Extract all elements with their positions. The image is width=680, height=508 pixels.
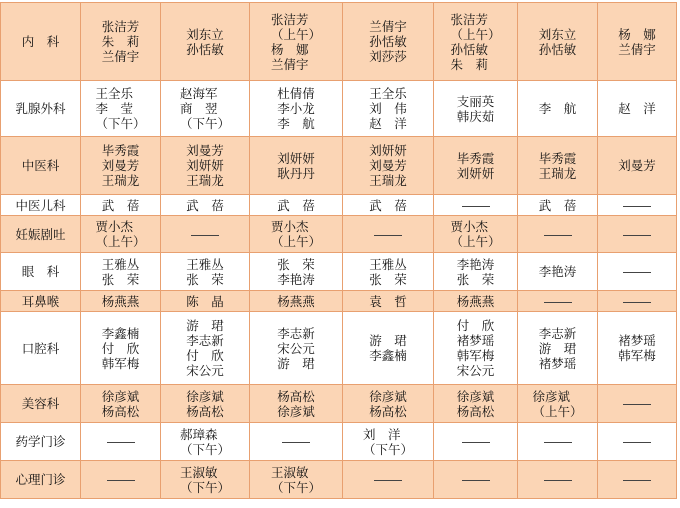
- doctor-name: 李志新: [277, 325, 315, 341]
- schedule-cell: [250, 81, 343, 137]
- schedule-cell: [161, 385, 250, 423]
- doctor-name: 孙恬敏: [538, 41, 577, 57]
- empty-cell-dash: [518, 461, 598, 499]
- dash-mark: [623, 480, 651, 481]
- doctor-list: [532, 389, 582, 419]
- dash-mark: [623, 272, 651, 273]
- doctor-name: 毕秀霞: [538, 150, 577, 166]
- doctor-name: 刘妍妍: [456, 165, 495, 181]
- schedule-cell: [518, 253, 598, 291]
- doctor-name: 杨高松: [101, 403, 140, 419]
- schedule-cell: [161, 253, 250, 291]
- doctor-name: 徐彦斌: [277, 403, 315, 419]
- schedule-cell: [518, 137, 598, 195]
- doctor-name: 王雅丛: [101, 256, 140, 272]
- doctor-name: 王瑞龙: [186, 173, 224, 188]
- schedule-cell: [161, 291, 250, 312]
- schedule-body: [1, 3, 677, 499]
- dash-mark: [462, 442, 490, 443]
- doctor-name: 王淑敏: [270, 464, 309, 480]
- session-note: （上午）: [270, 234, 321, 249]
- doctor-name: 赵 洋: [618, 101, 656, 116]
- department-name: 乳腺外科: [1, 81, 81, 137]
- schedule-cell: [81, 3, 161, 81]
- doctor-name: 李艳涛: [456, 256, 495, 272]
- schedule-cell: [598, 137, 677, 195]
- doctor-name: 兰倩宇: [101, 49, 140, 64]
- doctor-name: 韩军梅: [101, 355, 140, 371]
- doctor-name: 张 荣: [277, 256, 315, 272]
- doctor-list: [277, 86, 315, 131]
- doctor-list: [369, 86, 407, 131]
- doctor-name: 杨高松: [277, 388, 315, 404]
- schedule-cell: [250, 216, 343, 253]
- dash-mark: [544, 302, 572, 303]
- doctor-name: 武 蓓: [101, 197, 140, 213]
- doctor-list: [457, 94, 495, 124]
- doctor-name: 王雅丛: [186, 256, 224, 272]
- session-note: （下午）: [270, 479, 321, 495]
- schedule-cell: [250, 385, 343, 423]
- doctor-name: 刘曼芳: [618, 158, 656, 173]
- schedule-cell: [434, 253, 518, 291]
- doctor-list: [102, 389, 140, 419]
- schedule-cell: [343, 312, 434, 385]
- table-row: [1, 461, 677, 499]
- schedule-cell: [161, 137, 250, 195]
- doctor-name: 刘曼芳: [186, 143, 224, 158]
- empty-cell-dash: [598, 195, 677, 216]
- dash-mark: [107, 442, 135, 443]
- doctor-name: 游 珺: [369, 333, 407, 348]
- doctor-list: [186, 198, 224, 213]
- doctor-name: 李 航: [277, 116, 315, 131]
- schedule-cell: [161, 195, 250, 216]
- session-note: （下午）: [95, 116, 146, 131]
- doctor-name: 杨燕燕: [101, 293, 140, 309]
- doctor-list: [180, 465, 230, 495]
- doctor-name: 李鑫楠: [369, 348, 407, 363]
- doctor-list: [369, 333, 407, 363]
- dash-mark: [544, 480, 572, 481]
- schedule-cell: [598, 312, 677, 385]
- schedule-cell: [81, 253, 161, 291]
- doctor-name: 张 荣: [369, 271, 407, 287]
- doctor-name: 杜倩倩: [277, 86, 315, 101]
- schedule-cell: [598, 3, 677, 81]
- schedule-cell: [250, 195, 343, 216]
- schedule-cell: [250, 291, 343, 312]
- doctor-name: 兰倩宇: [618, 41, 656, 57]
- department-name: 心理门诊: [1, 461, 81, 499]
- department-name: 中医科: [1, 137, 81, 195]
- doctor-name: 武 蓓: [277, 197, 315, 213]
- session-note: （上午）: [270, 26, 321, 42]
- schedule-cell: [434, 3, 518, 81]
- doctor-list: [450, 219, 500, 249]
- doctor-name: 陈 晶: [186, 293, 224, 309]
- session-note: （下午）: [362, 441, 413, 457]
- table-row: [1, 253, 677, 291]
- session-note: （上午）: [450, 234, 501, 249]
- doctor-list: [539, 27, 577, 57]
- dash-mark: [374, 480, 402, 481]
- doctor-name: 王全乐: [95, 86, 133, 101]
- doctor-name: 张 荣: [101, 271, 140, 287]
- doctor-list: [539, 101, 577, 116]
- doctor-name: 杨高松: [186, 403, 224, 419]
- table-row: [1, 216, 677, 253]
- empty-cell-dash: [161, 216, 250, 253]
- doctor-name: 贾小杰: [450, 219, 488, 234]
- empty-cell-dash: [598, 253, 677, 291]
- schedule-cell: [343, 3, 434, 81]
- session-note: （下午）: [179, 441, 230, 457]
- schedule-cell: [343, 137, 434, 195]
- doctor-list: [539, 198, 577, 213]
- schedule-cell: [434, 216, 518, 253]
- doctor-list: [369, 143, 407, 188]
- doctor-name: 朱 莉: [450, 56, 488, 72]
- schedule-cell: [343, 253, 434, 291]
- doctor-name: 王雅丛: [369, 256, 407, 272]
- doctor-list: [180, 427, 230, 457]
- doctor-name: 刘妍妍: [369, 143, 407, 158]
- clinic-schedule-table: [0, 2, 677, 499]
- doctor-list: [618, 27, 656, 57]
- doctor-name: 武 蓓: [186, 197, 224, 213]
- doctor-name: 王全乐: [369, 86, 407, 101]
- schedule-cell: [161, 461, 250, 499]
- doctor-name: 赵海军: [179, 86, 218, 101]
- session-note: （上午）: [532, 403, 583, 419]
- table-row: [1, 3, 677, 81]
- doctor-list: [186, 143, 224, 188]
- doctor-list: [271, 219, 321, 249]
- empty-cell-dash: [434, 461, 518, 499]
- doctor-name: 徐彦斌: [369, 388, 407, 404]
- doctor-name: 张洁芳: [450, 11, 488, 27]
- schedule-cell: [161, 423, 250, 461]
- doctor-list: [618, 333, 656, 363]
- doctor-list: [102, 19, 140, 64]
- doctor-name: 毕秀霞: [101, 143, 140, 158]
- doctor-list: [95, 219, 145, 249]
- doctor-list: [102, 294, 140, 309]
- doctor-list: [186, 294, 224, 309]
- doctor-name: 杨 娜: [270, 41, 309, 57]
- doctor-name: 游 珺: [277, 355, 315, 371]
- doctor-list: [277, 198, 315, 213]
- doctor-name: 兰倩宇: [270, 56, 309, 72]
- doctor-name: 徐彦斌: [456, 388, 495, 404]
- doctor-name: 朱 莉: [101, 34, 140, 49]
- doctor-list: [277, 326, 315, 371]
- doctor-name: 褚梦瑶: [538, 355, 577, 371]
- schedule-cell: [81, 216, 161, 253]
- schedule-cell: [343, 291, 434, 312]
- doctor-list: [186, 389, 224, 419]
- department-name: 美容科: [1, 385, 81, 423]
- session-note: （上午）: [95, 234, 146, 249]
- empty-cell-dash: [434, 195, 518, 216]
- doctor-list: [277, 151, 315, 181]
- doctor-name: 韩军梅: [456, 348, 495, 363]
- schedule-cell: [434, 137, 518, 195]
- doctor-list: [102, 198, 140, 213]
- dash-mark: [623, 206, 651, 207]
- schedule-cell: [250, 137, 343, 195]
- doctor-name: 徐彦斌: [532, 388, 570, 404]
- schedule-cell: [81, 195, 161, 216]
- doctor-name: 刘莎莎: [369, 49, 407, 64]
- empty-cell-dash: [598, 216, 677, 253]
- table-row: [1, 195, 677, 216]
- doctor-name: 武 蓓: [369, 197, 407, 213]
- doctor-name: 孙恬敏: [369, 34, 407, 49]
- doctor-name: 杨燕燕: [456, 293, 495, 309]
- doctor-name: 贾小杰: [95, 219, 133, 234]
- doctor-list: [369, 198, 407, 213]
- department-name: 口腔科: [1, 312, 81, 385]
- doctor-name: 宋公元: [277, 340, 315, 356]
- doctor-name: 张洁芳: [270, 11, 309, 27]
- dash-mark: [282, 442, 310, 443]
- schedule-cell: [434, 385, 518, 423]
- dash-mark: [374, 235, 402, 236]
- table-row: [1, 423, 677, 461]
- doctor-list: [369, 389, 407, 419]
- doctor-name: 游 珺: [186, 318, 224, 333]
- schedule-cell: [598, 81, 677, 137]
- schedule-cell: [250, 253, 343, 291]
- empty-cell-dash: [81, 423, 161, 461]
- doctor-name: 商 翌: [179, 101, 218, 116]
- schedule-cell: [81, 312, 161, 385]
- empty-cell-dash: [518, 423, 598, 461]
- doctor-list: [180, 86, 230, 131]
- doctor-name: 郝璋森: [179, 426, 218, 442]
- doctor-name: 宋公元: [456, 363, 495, 378]
- doctor-list: [277, 294, 315, 309]
- doctor-list: [363, 427, 413, 457]
- doctor-name: 杨 娜: [618, 26, 656, 42]
- doctor-name: 刘东立: [538, 26, 577, 42]
- doctor-name: 王淑敏: [179, 464, 218, 480]
- doctor-name: 游 珺: [538, 340, 577, 356]
- doctor-list: [271, 465, 321, 495]
- empty-cell-dash: [518, 291, 598, 312]
- schedule-cell: [81, 81, 161, 137]
- doctor-name: 李小龙: [277, 101, 315, 116]
- doctor-list: [277, 257, 315, 287]
- doctor-list: [369, 257, 407, 287]
- doctor-name: 刘曼芳: [369, 158, 407, 173]
- empty-cell-dash: [434, 423, 518, 461]
- doctor-name: 刘 伟: [369, 101, 407, 116]
- doctor-list: [457, 294, 495, 309]
- doctor-name: 王瑞龙: [538, 165, 577, 181]
- doctor-name: 杨高松: [456, 403, 495, 419]
- doctor-name: 李鑫楠: [101, 325, 140, 341]
- doctor-name: 付 欣: [101, 340, 140, 356]
- doctor-list: [539, 326, 577, 371]
- doctor-list: [539, 151, 577, 181]
- dash-mark: [462, 206, 490, 207]
- doctor-list: [457, 257, 495, 287]
- schedule-cell: [250, 312, 343, 385]
- doctor-name: 王瑞龙: [101, 173, 140, 188]
- schedule-cell: [250, 461, 343, 499]
- doctor-list: [369, 19, 407, 64]
- doctor-name: 刘妍妍: [277, 150, 315, 166]
- schedule-cell: [434, 291, 518, 312]
- dash-mark: [623, 302, 651, 303]
- doctor-name: 褚梦瑶: [456, 333, 495, 348]
- doctor-name: 李艳涛: [538, 264, 577, 279]
- doctor-name: 李志新: [538, 325, 577, 341]
- doctor-name: 贾小杰: [270, 219, 309, 234]
- schedule-cell: [343, 423, 434, 461]
- doctor-name: 张 荣: [186, 271, 224, 287]
- empty-cell-dash: [598, 423, 677, 461]
- doctor-name: 孙恬敏: [186, 41, 224, 57]
- doctor-list: [457, 318, 495, 378]
- doctor-name: 刘妍妍: [186, 158, 224, 173]
- doctor-name: 徐彦斌: [101, 388, 140, 404]
- schedule-cell: [518, 312, 598, 385]
- doctor-name: 付 欣: [186, 348, 224, 363]
- schedule-cell: [343, 195, 434, 216]
- doctor-name: 王瑞龙: [369, 173, 407, 188]
- doctor-name: 徐彦斌: [186, 388, 224, 404]
- empty-cell-dash: [518, 216, 598, 253]
- doctor-list: [102, 143, 140, 188]
- dash-mark: [544, 235, 572, 236]
- doctor-name: 李艳涛: [277, 271, 315, 287]
- doctor-name: 刘东立: [186, 26, 224, 42]
- dash-mark: [107, 480, 135, 481]
- doctor-name: 杨燕燕: [277, 293, 315, 309]
- doctor-name: 孙恬敏: [450, 41, 488, 57]
- schedule-cell: [434, 312, 518, 385]
- dash-mark: [623, 404, 651, 405]
- dash-mark: [191, 235, 219, 236]
- empty-cell-dash: [343, 216, 434, 253]
- doctor-name: 耿丹丹: [277, 165, 315, 181]
- doctor-list: [457, 151, 495, 181]
- doctor-list: [369, 294, 407, 309]
- schedule-cell: [161, 3, 250, 81]
- schedule-cell: [518, 81, 598, 137]
- doctor-name: 李 航: [538, 101, 577, 116]
- doctor-name: 袁 哲: [369, 293, 407, 309]
- schedule-cell: [434, 81, 518, 137]
- doctor-name: 刘 洋: [362, 426, 401, 442]
- doctor-list: [450, 12, 500, 72]
- dash-mark: [462, 480, 490, 481]
- table-row: [1, 81, 677, 137]
- doctor-name: 李 莹: [95, 101, 133, 116]
- doctor-list: [618, 158, 656, 173]
- schedule-cell: [250, 3, 343, 81]
- empty-cell-dash: [250, 423, 343, 461]
- department-name: 耳鼻喉: [1, 291, 81, 312]
- schedule-cell: [81, 385, 161, 423]
- doctor-list: [186, 257, 224, 287]
- doctor-list: [277, 389, 315, 419]
- doctor-list: [618, 101, 656, 116]
- doctor-name: 张洁芳: [101, 19, 140, 34]
- doctor-name: 宋公元: [186, 363, 224, 378]
- department-name: 药学门诊: [1, 423, 81, 461]
- dash-mark: [623, 442, 651, 443]
- doctor-list: [95, 86, 145, 131]
- session-note: （上午）: [450, 26, 501, 42]
- doctor-list: [102, 257, 140, 287]
- doctor-name: 张 荣: [456, 271, 495, 287]
- empty-cell-dash: [598, 385, 677, 423]
- table-row: [1, 291, 677, 312]
- empty-cell-dash: [343, 461, 434, 499]
- doctor-list: [539, 264, 577, 279]
- empty-cell-dash: [598, 461, 677, 499]
- empty-cell-dash: [81, 461, 161, 499]
- table-row: [1, 385, 677, 423]
- department-name: 中医儿科: [1, 195, 81, 216]
- schedule-cell: [518, 385, 598, 423]
- schedule-cell: [161, 81, 250, 137]
- table-row: [1, 137, 677, 195]
- schedule-cell: [161, 312, 250, 385]
- schedule-cell: [518, 195, 598, 216]
- doctor-list: [271, 12, 321, 72]
- schedule-cell: [343, 81, 434, 137]
- doctor-name: 刘曼芳: [101, 158, 140, 173]
- schedule-cell: [343, 385, 434, 423]
- doctor-name: 兰倩宇: [369, 19, 407, 34]
- doctor-list: [457, 389, 495, 419]
- dash-mark: [623, 235, 651, 236]
- department-name: 妊娠剧吐: [1, 216, 81, 253]
- doctor-list: [186, 318, 224, 378]
- schedule-cell: [518, 3, 598, 81]
- doctor-name: 毕秀霞: [456, 150, 495, 166]
- department-name: 内 科: [1, 3, 81, 81]
- session-note: （下午）: [179, 116, 230, 131]
- doctor-name: 褚梦瑶: [618, 333, 656, 348]
- department-name: 眼 科: [1, 253, 81, 291]
- doctor-list: [102, 326, 140, 371]
- schedule-cell: [81, 291, 161, 312]
- dash-mark: [544, 442, 572, 443]
- doctor-list: [186, 27, 224, 57]
- table-row: [1, 312, 677, 385]
- doctor-name: 支丽英: [456, 93, 495, 109]
- empty-cell-dash: [598, 291, 677, 312]
- doctor-name: 赵 洋: [369, 116, 407, 131]
- doctor-name: 武 蓓: [538, 197, 577, 213]
- doctor-name: 韩庆茹: [456, 108, 495, 124]
- schedule-cell: [81, 137, 161, 195]
- doctor-name: 杨高松: [369, 403, 407, 419]
- doctor-name: 韩军梅: [618, 348, 656, 363]
- session-note: （下午）: [179, 479, 230, 495]
- doctor-name: 付 欣: [456, 318, 495, 333]
- doctor-name: 李志新: [186, 333, 224, 348]
